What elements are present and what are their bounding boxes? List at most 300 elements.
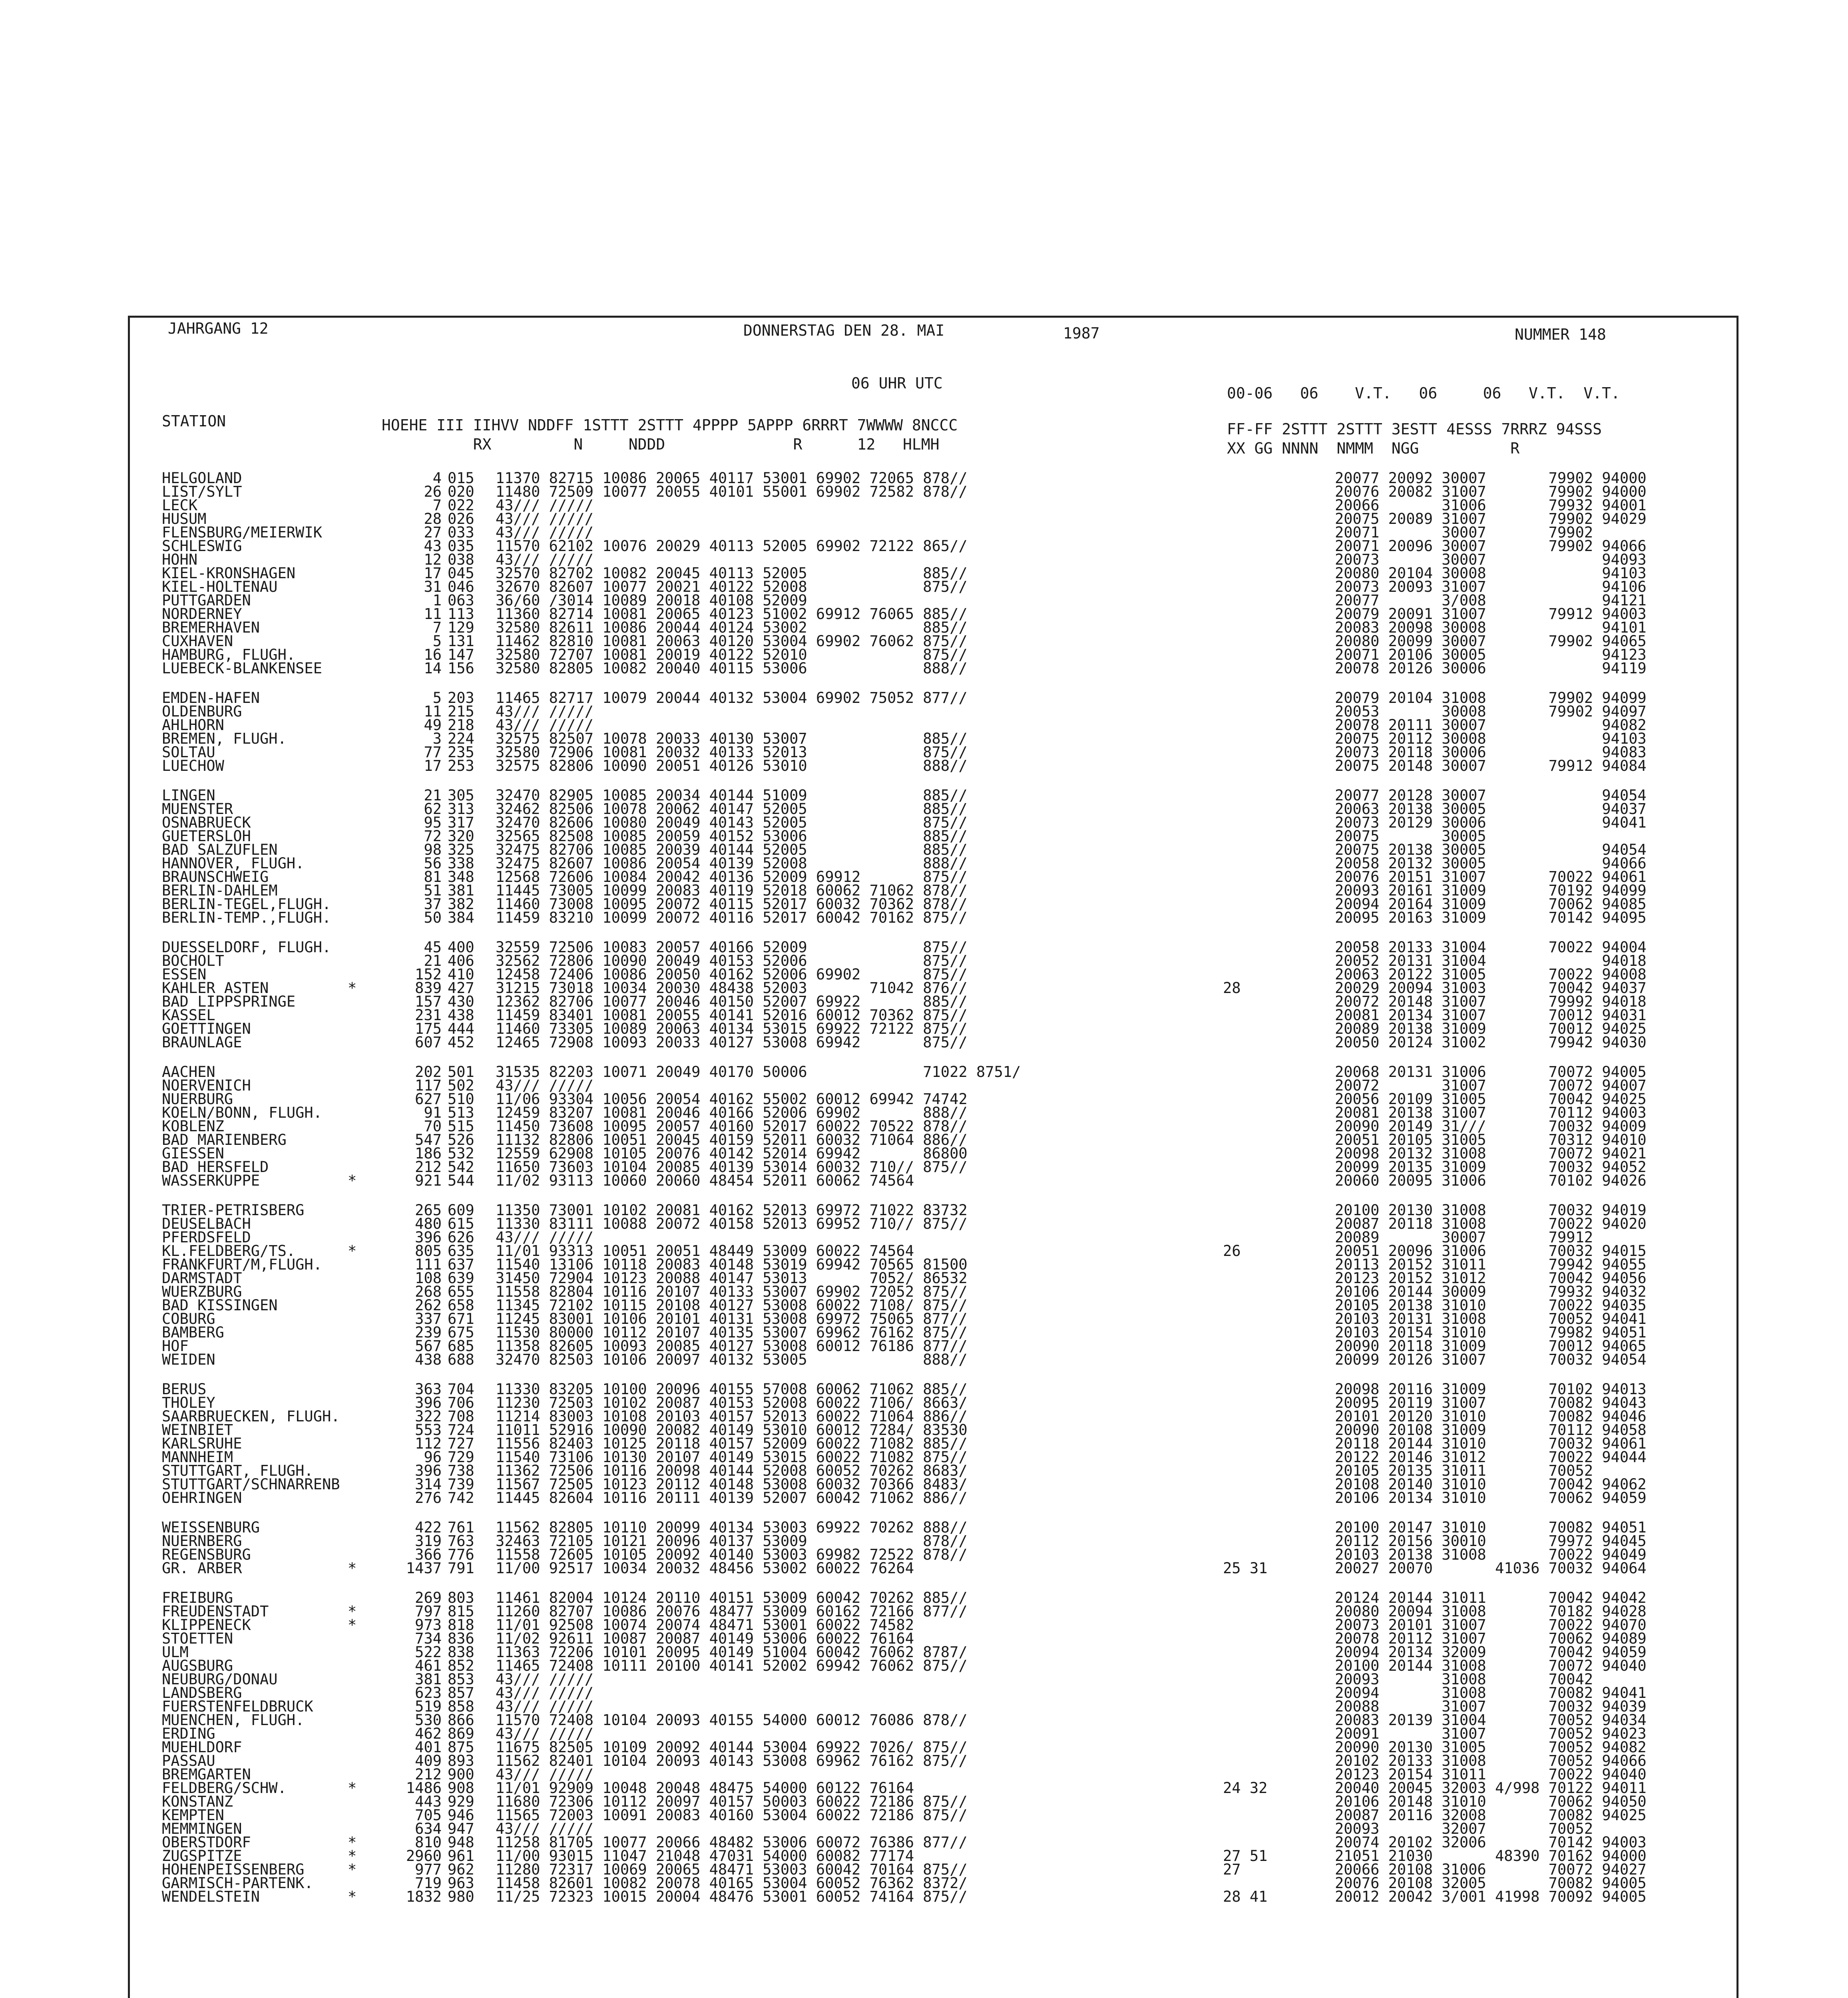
- station-id: 727: [448, 1435, 474, 1452]
- observation-groups: 11460 73305 10089 20063 40134 53015 69922 72122 875//: [496, 1020, 968, 1037]
- station-row: [0, 1174, 1848, 1188]
- station-id: 724: [448, 1421, 474, 1439]
- station-elevation: 12: [424, 551, 442, 568]
- observation-groups: 11450 73608 10095 20057 40160 52017 60022 70522 878//: [496, 1118, 968, 1135]
- observation-groups: 11363 72206 10101 20095 40149 51004 60042 76062 8787/: [496, 1644, 968, 1661]
- station-name: FELDBERG/SCHW.: [162, 1779, 287, 1797]
- station-row: [0, 911, 1848, 925]
- station-id: 438: [448, 1007, 474, 1024]
- daily-summary-groups: 20075 20112 30008 94103: [1335, 730, 1647, 747]
- station-id: 501: [448, 1063, 474, 1081]
- station-name: BREMEN, FLUGH.: [162, 730, 287, 747]
- group-spacer: [0, 925, 1848, 941]
- station-elevation: 366: [415, 1546, 442, 1563]
- observation-groups: 11558 72605 10105 20092 40140 53003 69982 72522 878//: [496, 1546, 968, 1563]
- mountain-marker: *: [348, 1172, 357, 1189]
- station-elevation: 396: [415, 1462, 442, 1479]
- daily-summary-groups: 20079 20104 31008 79902 94099: [1335, 689, 1647, 706]
- station-id: 305: [448, 787, 474, 804]
- station-elevation: 27: [424, 524, 442, 541]
- station-name: KL.FELDBERG/TS.: [162, 1242, 296, 1260]
- station-elevation: 17: [424, 565, 442, 582]
- station-id: 320: [448, 828, 474, 845]
- observation-groups: 11/02 92611 10087 20087 40149 53006 60022 76164: [496, 1630, 914, 1647]
- observation-groups: 43/// /////: [496, 1766, 594, 1783]
- station-name: GARMISCH-PARTENK.: [162, 1875, 313, 1892]
- station-elevation: 409: [415, 1752, 442, 1769]
- station-elevation: 363: [415, 1381, 442, 1398]
- max-wind-gusts: 26: [1223, 1242, 1241, 1260]
- station-elevation: 337: [415, 1310, 442, 1327]
- station-elevation: 734: [415, 1630, 442, 1647]
- daily-summary-groups: 20058 20132 30005 94066: [1335, 855, 1647, 872]
- station-id: 038: [448, 551, 474, 568]
- station-elevation: 396: [415, 1229, 442, 1246]
- station-id: 382: [448, 896, 474, 913]
- observation-groups: 12459 83207 10081 20046 40166 52006 69902 888//: [496, 1104, 968, 1121]
- station-name: WEINBIET: [162, 1421, 233, 1439]
- station-name: OLDENBURG: [162, 703, 242, 720]
- station-id: 033: [448, 524, 474, 541]
- mountain-marker: *: [348, 979, 357, 997]
- observation-groups: 43/// /////: [496, 551, 594, 568]
- daily-summary-groups: 20098 20132 31008 70072 94021: [1335, 1145, 1647, 1162]
- station-id: 626: [448, 1229, 474, 1246]
- observation-groups: 11360 82714 10081 20065 40123 51002 69912 76065 885//: [496, 605, 968, 623]
- station-elevation: 422: [415, 1519, 442, 1536]
- station-elevation: 17: [424, 757, 442, 774]
- daily-summary-groups: 20075 30005: [1335, 828, 1486, 845]
- station-id: 706: [448, 1394, 474, 1411]
- daily-summary-groups: 20029 20094 31003 70042 94037: [1335, 979, 1647, 997]
- station-name: KONSTANZ: [162, 1793, 233, 1810]
- station-elevation: 276: [415, 1489, 442, 1506]
- daily-summary-groups: 20080 20099 30007 79902 94065: [1335, 633, 1647, 650]
- station-id: 317: [448, 814, 474, 831]
- station-name: HOF: [162, 1337, 189, 1355]
- daily-summary-groups: 20103 20154 31010 79982 94051: [1335, 1324, 1647, 1341]
- station-id: 791: [448, 1560, 474, 1577]
- station-name: KAHLER ASTEN: [162, 979, 269, 997]
- station-name: KASSEL: [162, 1007, 215, 1024]
- observation-groups: 11558 82804 10116 20107 40133 53007 69902 72052 875//: [496, 1283, 968, 1300]
- observation-groups: 43/// /////: [496, 510, 594, 527]
- observation-groups: 11245 83001 10106 20101 40131 53008 69972 75065 877//: [496, 1310, 968, 1327]
- station-id: 526: [448, 1131, 474, 1148]
- observation-groups: 11540 73106 10130 20107 40149 53015 60022 71082 875//: [496, 1449, 968, 1466]
- station-id: 963: [448, 1875, 474, 1892]
- station-id: 338: [448, 855, 474, 872]
- observation-groups: 12559 62908 10105 20076 40142 52014 69942 86800: [496, 1145, 968, 1162]
- station-id: 235: [448, 744, 474, 761]
- daily-summary-groups: 20078 20126 30006 94119: [1335, 660, 1647, 677]
- station-name: BAD MARIENBERG: [162, 1131, 287, 1148]
- max-wind-gusts: 27 51: [1223, 1847, 1268, 1865]
- station-id: 857: [448, 1684, 474, 1701]
- daily-summary-groups: 20100 20130 31008 70032 94019: [1335, 1202, 1647, 1219]
- station-name: MUENSTER: [162, 800, 233, 818]
- daily-summary-groups: 20106 20144 30009 79932 94032: [1335, 1283, 1647, 1300]
- daily-summary-groups: 20066 20108 31006 70072 94027: [1335, 1861, 1647, 1878]
- daily-summary-groups: 20099 20135 31009 70032 94052: [1335, 1158, 1647, 1176]
- right-column-codes-2: XX GG NNNN NMMM NGG R: [1227, 440, 1520, 457]
- station-elevation: 7: [432, 619, 442, 636]
- daily-summary-groups: 20123 20152 31012 70042 94056: [1335, 1270, 1647, 1287]
- station-id: 502: [448, 1077, 474, 1094]
- station-elevation: 175: [415, 1020, 442, 1037]
- daily-summary-groups: 20063 20122 31005 70022 94008: [1335, 966, 1647, 983]
- daily-summary-groups: 20051 20105 31005 70312 94010: [1335, 1131, 1647, 1148]
- station-name: FRANKFURT/M,FLUGH.: [162, 1256, 322, 1273]
- station-id: 893: [448, 1752, 474, 1769]
- station-elevation: 95: [424, 814, 442, 831]
- observation-groups: 11362 72506 10116 20098 40144 52008 60052 70262 8683/: [496, 1462, 968, 1479]
- station-id: 658: [448, 1297, 474, 1314]
- station-id: 946: [448, 1807, 474, 1824]
- station-row: [0, 759, 1848, 773]
- station-name: GR. ARBER: [162, 1560, 242, 1577]
- station-elevation: 7: [432, 497, 442, 514]
- daily-summary-groups: 20100 20147 31010 70082 94051: [1335, 1519, 1647, 1536]
- station-id: 853: [448, 1671, 474, 1688]
- station-name: LIST/SYLT: [162, 483, 242, 500]
- observation-groups: 11214 83003 10108 20103 40157 52013 60022 71064 886//: [496, 1408, 968, 1425]
- station-name: DARMSTADT: [162, 1270, 242, 1287]
- observation-groups: 43/// /////: [496, 703, 594, 720]
- station-elevation: 37: [424, 896, 442, 913]
- daily-summary-groups: 20075 20089 31007 79902 94029: [1335, 510, 1647, 527]
- observation-groups: 11358 82605 10093 20085 40127 53008 60012 76186 877//: [496, 1337, 968, 1355]
- station-name: KIEL-KRONSHAGEN: [162, 565, 296, 582]
- daily-summary-groups: 20113 20152 31011 79942 94055: [1335, 1256, 1647, 1273]
- station-elevation: 607: [415, 1034, 442, 1051]
- station-elevation: 231: [415, 1007, 442, 1024]
- station-name: BRAUNLAGE: [162, 1034, 242, 1051]
- observation-groups: 11/00 92517 10034 20032 48456 53002 60022 76264: [496, 1560, 914, 1577]
- time-heading: 06 UHR UTC: [851, 374, 943, 392]
- daily-summary-groups: 20124 20144 31011 70042 94042: [1335, 1589, 1647, 1606]
- mountain-marker: *: [348, 1560, 357, 1577]
- station-elevation: 973: [415, 1616, 442, 1634]
- daily-summary-groups: 20080 20094 31008 70182 94028: [1335, 1603, 1647, 1620]
- daily-summary-groups: 20071 30007 79902: [1335, 524, 1593, 541]
- station-id: 875: [448, 1739, 474, 1756]
- station-name: FUERSTENFELDBRUCK: [162, 1698, 313, 1715]
- daily-summary-groups: 20078 20112 31007 70062 94089: [1335, 1630, 1647, 1647]
- station-name: KEMPTEN: [162, 1807, 224, 1824]
- station-elevation: 462: [415, 1725, 442, 1742]
- daily-summary-groups: 20076 20151 31007 70022 94061: [1335, 868, 1647, 886]
- station-elevation: 553: [415, 1421, 442, 1439]
- daily-summary-groups: 20081 20134 31007 70012 94031: [1335, 1007, 1647, 1024]
- station-name: EMDEN-HAFEN: [162, 689, 260, 706]
- daily-summary-groups: 20063 20138 30005 94037: [1335, 800, 1647, 818]
- station-elevation: 1437: [406, 1560, 442, 1577]
- station-elevation: 11: [424, 703, 442, 720]
- daily-summary-groups: 20106 20148 31010 70062 94050: [1335, 1793, 1647, 1810]
- station-id: 900: [448, 1766, 474, 1783]
- daily-summary-groups: 20103 20131 31008 70052 94041: [1335, 1310, 1647, 1327]
- station-name: NUERBURG: [162, 1091, 233, 1108]
- station-id: 908: [448, 1779, 474, 1797]
- daily-summary-groups: 20100 20144 31008 70072 94040: [1335, 1657, 1647, 1674]
- observation-groups: 11570 62102 10076 20029 40113 52005 69902 72122 865//: [496, 537, 968, 555]
- station-id: 980: [448, 1888, 474, 1905]
- observation-groups: 43/// /////: [496, 497, 594, 514]
- daily-summary-groups: 20123 20154 31011 70022 94040: [1335, 1766, 1647, 1783]
- station-id: 615: [448, 1215, 474, 1232]
- station-id: 761: [448, 1519, 474, 1536]
- mountain-marker: *: [348, 1603, 357, 1620]
- daily-summary-groups: 20089 20138 31009 70012 94025: [1335, 1020, 1647, 1037]
- station-id: 045: [448, 565, 474, 582]
- station-elevation: 28: [424, 510, 442, 527]
- left-column-codes: HOEHE III IIHVV NDDFF 1STTT 2STTT 4PPPP 5APPP 6RRRT 7WWWW 8NCCC: [382, 416, 958, 434]
- observation-groups: 11465 72408 10111 20100 40141 52002 69942 76062 875//: [496, 1657, 968, 1674]
- station-elevation: 108: [415, 1270, 442, 1287]
- station-name: FREUDENSTADT: [162, 1603, 269, 1620]
- observation-groups: 12465 72908 10093 20033 40127 53008 69942 875//: [496, 1034, 968, 1051]
- station-elevation: 401: [415, 1739, 442, 1756]
- station-name: BAD LIPPSPRINGE: [162, 993, 296, 1010]
- observation-groups: 32570 82702 10082 20045 40113 52005 885//: [496, 565, 968, 582]
- station-elevation: 381: [415, 1671, 442, 1688]
- daily-summary-groups: 20118 20144 31010 70032 94061: [1335, 1435, 1647, 1452]
- observation-groups: 43/// /////: [496, 1698, 594, 1715]
- station-id: 452: [448, 1034, 474, 1051]
- observation-groups: 11280 72317 10069 20065 48471 53003 60042 70164 875//: [496, 1861, 968, 1878]
- daily-summary-groups: 20098 20116 31009 70102 94013: [1335, 1381, 1647, 1398]
- observation-groups: 11/25 72323 10015 20004 48476 53001 60052 74164 875//: [496, 1888, 968, 1905]
- station-name: PASSAU: [162, 1752, 215, 1769]
- station-elevation: 5: [432, 689, 442, 706]
- observation-groups: 11370 82715 10086 20065 40117 53001 69902 72065 878//: [496, 470, 968, 487]
- station-name: DUESSELDORF, FLUGH.: [162, 939, 331, 956]
- station-elevation: 212: [415, 1158, 442, 1176]
- observation-groups: 11459 83401 10081 20055 40141 52016 60012 70362 875//: [496, 1007, 968, 1024]
- observation-groups: 11345 72102 10115 20108 40127 53008 60022 7108/ 875//: [496, 1297, 968, 1314]
- station-id: 513: [448, 1104, 474, 1121]
- observation-groups: 43/// /////: [496, 1684, 594, 1701]
- observation-groups: 43/// /////: [496, 524, 594, 541]
- daily-summary-groups: 20101 20120 31010 70082 94046: [1335, 1408, 1647, 1425]
- station-name: WENDELSTEIN: [162, 1888, 260, 1905]
- station-id: 427: [448, 979, 474, 997]
- group-spacer: [0, 1505, 1848, 1521]
- station-row: [0, 662, 1848, 675]
- observation-groups: 11350 73001 10102 20081 40162 52013 69972 71022 83732: [496, 1202, 968, 1219]
- observation-groups: 31450 72904 10123 20088 40147 53013 7052/ 86532: [496, 1270, 968, 1287]
- observation-groups: 31535 82203 10071 20049 40170 50006 71022 8751/: [496, 1063, 1021, 1081]
- station-name: OSNABRUECK: [162, 814, 251, 831]
- observation-groups: 11459 83210 10099 20072 40116 52017 60042 70162 875//: [496, 909, 968, 926]
- observation-groups: 32580 72906 10081 20032 40133 52013 875//: [496, 744, 968, 761]
- daily-summary-groups: 20077 20128 30007 94054: [1335, 787, 1647, 804]
- observation-groups: 11/02 93113 10060 20060 48454 52011 60062 74564: [496, 1172, 914, 1189]
- station-id: 655: [448, 1283, 474, 1300]
- station-name: HOHENPEISSENBERG: [162, 1861, 305, 1878]
- daily-summary-groups: 20088 31007 70032 94039: [1335, 1698, 1647, 1715]
- station-elevation: 70: [424, 1118, 442, 1135]
- station-elevation: 977: [415, 1861, 442, 1878]
- observation-groups: 11675 82505 10109 20092 40144 53004 69922 7026/ 875//: [496, 1739, 968, 1756]
- observation-groups: 11445 82604 10116 20111 40139 52007 60042 71062 886//: [496, 1489, 968, 1506]
- daily-summary-groups: 20122 20146 31012 70022 94044: [1335, 1449, 1647, 1466]
- observation-groups: 12458 72406 10086 20050 40162 52006 69902 875//: [496, 966, 968, 983]
- station-name: BERLIN-DAHLEM: [162, 882, 278, 899]
- station-elevation: 21: [424, 952, 442, 969]
- station-id: 410: [448, 966, 474, 983]
- station-name: BRAUNSCHWEIG: [162, 868, 269, 886]
- station-id: 739: [448, 1476, 474, 1493]
- station-elevation: 805: [415, 1242, 442, 1260]
- station-id: 704: [448, 1381, 474, 1398]
- station-row: [0, 1353, 1848, 1367]
- station-elevation: 157: [415, 993, 442, 1010]
- daily-summary-groups: 20052 20131 31004 94018: [1335, 952, 1647, 969]
- observation-groups: 36/60 /3014 10089 20018 40108 52009: [496, 592, 807, 609]
- station-id: 635: [448, 1242, 474, 1260]
- station-name: LUECHOW: [162, 757, 224, 774]
- daily-summary-groups: 20073 30007 94093: [1335, 551, 1647, 568]
- mountain-marker: *: [348, 1861, 357, 1878]
- station-name: LUEBECK-BLANKENSEE: [162, 660, 322, 677]
- observation-groups: 32575 82507 10078 20033 40130 53007 885//: [496, 730, 968, 747]
- observation-groups: 32565 82508 10085 20059 40152 53006 885//: [496, 828, 968, 845]
- station-name: ULM: [162, 1644, 189, 1661]
- mountain-marker: *: [348, 1779, 357, 1797]
- group-spacer: [0, 1367, 1848, 1383]
- station-id: 815: [448, 1603, 474, 1620]
- observation-groups: 11132 82806 10051 20045 40159 52011 60032 71064 886//: [496, 1131, 968, 1148]
- station-name: BREMERHAVEN: [162, 619, 260, 636]
- daily-summary-groups: 20094 31008 70082 94041: [1335, 1684, 1647, 1701]
- observation-groups: 43/// /////: [496, 1725, 594, 1742]
- station-elevation: 1832: [406, 1888, 442, 1905]
- station-id: 708: [448, 1408, 474, 1425]
- station-id: 131: [448, 633, 474, 650]
- station-elevation: 21: [424, 787, 442, 804]
- station-id: 325: [448, 841, 474, 858]
- station-elevation: 634: [415, 1820, 442, 1837]
- observation-groups: 12568 72606 10084 20042 40136 52009 69912 875//: [496, 868, 968, 886]
- station-name: GUETERSLOH: [162, 828, 251, 845]
- daily-summary-groups: 20012 20042 3/001 41998 70092 94005: [1335, 1888, 1647, 1905]
- station-id: 961: [448, 1847, 474, 1865]
- report-date: DONNERSTAG DEN 28. MAI: [743, 322, 945, 339]
- observation-groups: 11/06 93304 10056 20054 40162 55002 60012 69942 74742: [496, 1091, 968, 1108]
- daily-summary-groups: 20027 20070 41036 70032 94064: [1335, 1560, 1647, 1577]
- station-elevation: 81: [424, 868, 442, 886]
- station-name: NUERNBERG: [162, 1532, 242, 1550]
- station-id: 147: [448, 646, 474, 663]
- observation-groups: 32470 82503 10106 20097 40132 53005 888//: [496, 1351, 968, 1368]
- observation-groups: 11230 72503 10102 20087 40153 52008 60022 7106/ 8663/: [496, 1394, 968, 1411]
- observation-groups: 11465 82717 10079 20044 40132 53004 69902 75052 877//: [496, 689, 968, 706]
- station-id: 022: [448, 497, 474, 514]
- group-spacer: [0, 773, 1848, 789]
- daily-summary-groups: 20056 20109 31005 70042 94025: [1335, 1091, 1647, 1108]
- station-elevation: 202: [415, 1063, 442, 1081]
- max-wind-gusts: 24 32: [1223, 1779, 1268, 1797]
- report-year: 1987: [1063, 324, 1100, 342]
- daily-summary-groups: 20071 20106 30005 94123: [1335, 646, 1647, 663]
- mountain-marker: *: [348, 1616, 357, 1634]
- station-id: 384: [448, 909, 474, 926]
- station-name: FLENSBURG/MEIERWIK: [162, 524, 322, 541]
- group-spacer: [0, 1049, 1848, 1065]
- observation-groups: 11567 72505 10123 20112 40148 53008 60032 70366 8483/: [496, 1476, 968, 1493]
- station-name: MUENCHEN, FLUGH.: [162, 1711, 305, 1729]
- daily-summary-groups: 20090 20149 31/// 70032 94009: [1335, 1118, 1647, 1135]
- daily-summary-groups: 20040 20045 32003 4/998 70122 94011: [1335, 1779, 1647, 1797]
- station-elevation: 268: [415, 1283, 442, 1300]
- station-row: [0, 1890, 1848, 1904]
- station-elevation: 547: [415, 1131, 442, 1148]
- station-elevation: 56: [424, 855, 442, 872]
- station-id: 763: [448, 1532, 474, 1550]
- station-id: 671: [448, 1310, 474, 1327]
- station-elevation: 443: [415, 1793, 442, 1810]
- observation-groups: 32475 82607 10086 20054 40139 52008 888//: [496, 855, 968, 872]
- station-id: 020: [448, 483, 474, 500]
- station-id: 742: [448, 1489, 474, 1506]
- daily-summary-groups: 20090 20118 31009 70012 94065: [1335, 1337, 1647, 1355]
- left-column-codes-2: RX N NDDD R 12 HLMH: [382, 436, 940, 453]
- observation-groups: 11540 13106 10118 20083 40148 53019 69942 70565 81500: [496, 1256, 968, 1273]
- observation-groups: 11260 82707 10086 20076 48477 53009 60162 72166 877//: [496, 1603, 968, 1620]
- station-elevation: 1486: [406, 1779, 442, 1797]
- observation-groups: 32470 82606 10080 20049 40143 52005 875//: [496, 814, 968, 831]
- station-name: WEIDEN: [162, 1351, 215, 1368]
- mountain-marker: *: [348, 1834, 357, 1851]
- station-id: 818: [448, 1616, 474, 1634]
- daily-summary-groups: 20087 20116 32008 70082 94025: [1335, 1807, 1647, 1824]
- station-elevation: 31: [424, 578, 442, 595]
- station-table: [0, 472, 1848, 1904]
- daily-summary-groups: 20105 20135 31011 70052: [1335, 1462, 1593, 1479]
- station-name: SAARBRUECKEN, FLUGH.: [162, 1408, 340, 1425]
- station-id: 947: [448, 1820, 474, 1837]
- observation-groups: 11462 82810 10081 20063 40120 53004 69902 76062 875//: [496, 633, 968, 650]
- station-elevation: 567: [415, 1337, 442, 1355]
- daily-summary-groups: 20094 20134 32009 70042 94059: [1335, 1644, 1647, 1661]
- station-name: WUERZBURG: [162, 1283, 242, 1300]
- station-name: BERLIN-TEGEL,FLUGH.: [162, 896, 331, 913]
- station-id: 836: [448, 1630, 474, 1647]
- station-elevation: 112: [415, 1435, 442, 1452]
- observation-groups: 11680 72306 10112 20097 40157 50003 60022 72186 875//: [496, 1793, 968, 1810]
- observation-groups: 32559 72506 10083 20057 40166 52009 875//: [496, 939, 968, 956]
- station-name: BERUS: [162, 1381, 207, 1398]
- station-name: GOETTINGEN: [162, 1020, 251, 1037]
- station-elevation: 797: [415, 1603, 442, 1620]
- daily-summary-groups: 20093 32007 70052: [1335, 1820, 1593, 1837]
- observation-groups: 11650 73603 10104 20085 40139 53014 60032 710// 875//: [496, 1158, 968, 1176]
- daily-summary-groups: 20050 20124 31002 79942 94030: [1335, 1034, 1647, 1051]
- station-elevation: 186: [415, 1145, 442, 1162]
- station-id: 948: [448, 1834, 474, 1851]
- station-id: 609: [448, 1202, 474, 1219]
- station-name: COBURG: [162, 1310, 215, 1327]
- observation-groups: 11/01 92508 10074 20074 48471 53001 60022 74582: [496, 1616, 914, 1634]
- station-elevation: 314: [415, 1476, 442, 1493]
- station-elevation: 530: [415, 1711, 442, 1729]
- station-id: 544: [448, 1172, 474, 1189]
- station-name: KOELN/BONN, FLUGH.: [162, 1104, 322, 1121]
- station-name: THOLEY: [162, 1394, 215, 1411]
- daily-summary-groups: 20072 31007 70072 94007: [1335, 1077, 1647, 1094]
